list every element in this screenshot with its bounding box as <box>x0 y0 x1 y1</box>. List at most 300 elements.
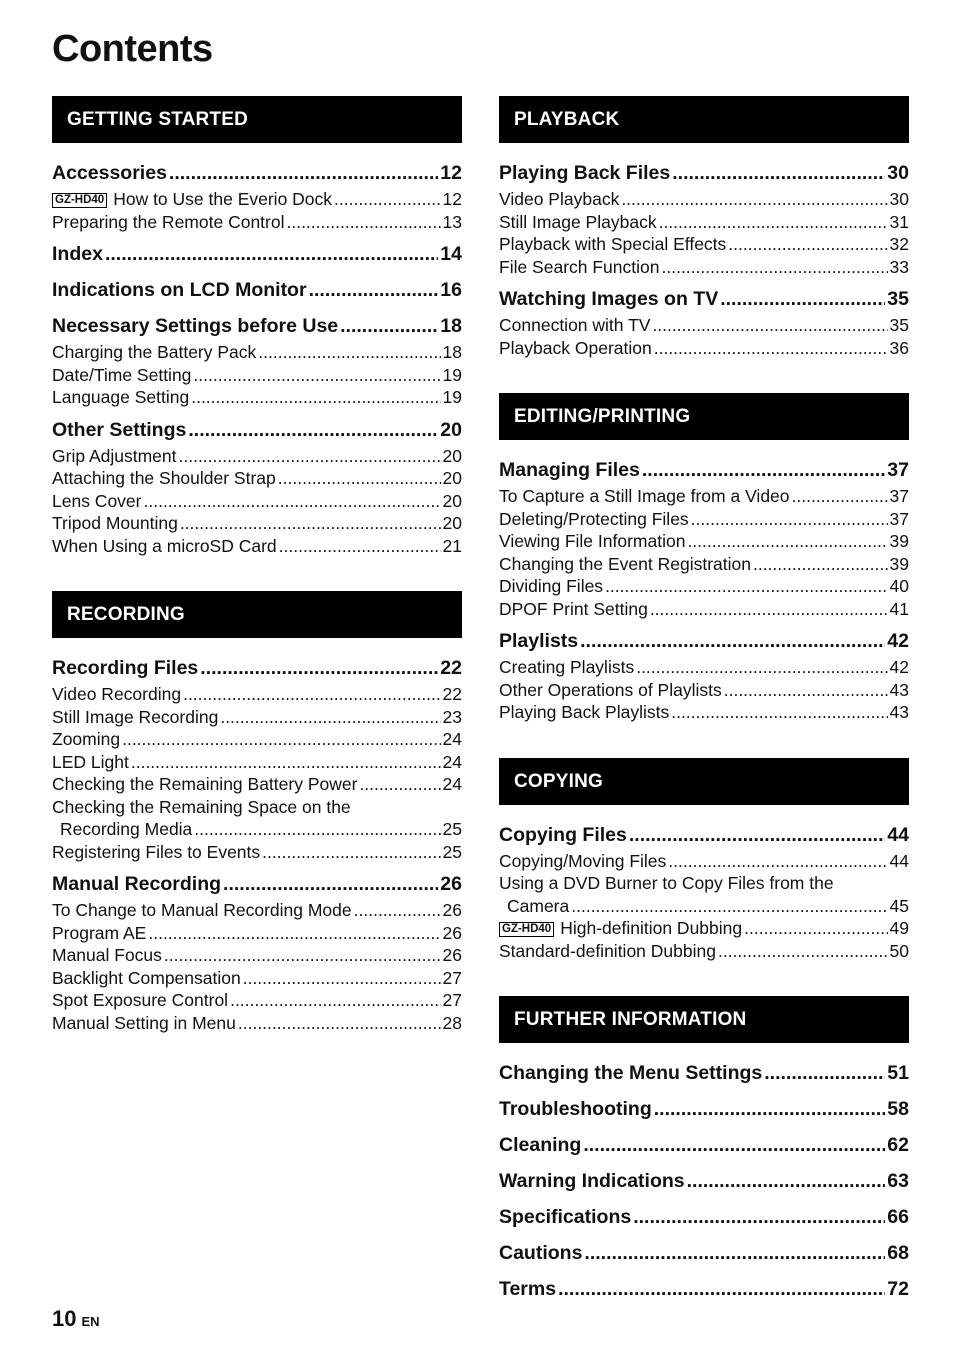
leader-dots <box>583 1130 885 1160</box>
toc-heading-entry[interactable] <box>499 820 909 850</box>
entry-text: Lens Cover <box>52 490 142 511</box>
toc-subentry[interactable] <box>499 233 909 256</box>
leader-dots <box>164 944 441 967</box>
entry-label <box>499 233 726 256</box>
toc-subentry[interactable] <box>499 598 909 621</box>
entry-page-number: 25 <box>442 841 462 862</box>
leader-dots <box>691 508 888 531</box>
entry-label <box>499 917 742 940</box>
toc-subentry[interactable] <box>52 989 462 1012</box>
section-header: GETTING STARTED <box>52 96 462 143</box>
entry-page-number: 45 <box>889 895 909 916</box>
entry-label-first-line[interactable]: Checking the Remaining Space on the <box>52 796 351 817</box>
entry-label <box>499 508 689 531</box>
entry-page-number: 26 <box>440 873 462 895</box>
entry-label <box>499 1058 762 1088</box>
toc-group <box>52 869 462 1034</box>
toc-subentry[interactable] <box>52 773 462 796</box>
entry-text: Manual Focus <box>52 945 162 965</box>
toc-subentry[interactable] <box>499 895 909 918</box>
toc-subentry[interactable] <box>499 530 909 553</box>
leader-dots <box>309 275 439 305</box>
entry-label <box>499 1166 685 1196</box>
entry-page-number: 28 <box>442 1012 462 1033</box>
entry-text: Playlists <box>499 630 579 652</box>
entry-page-number: 44 <box>887 823 909 846</box>
entry-label <box>499 256 660 279</box>
toc-subentry[interactable] <box>499 575 909 598</box>
toc-section <box>499 758 909 963</box>
entry-text: Specifications <box>499 1206 632 1228</box>
entry-page-number: 39 <box>889 553 909 574</box>
entry-page-number: 42 <box>887 630 909 652</box>
entry-label <box>52 653 198 683</box>
entry-page-number: 33 <box>889 256 909 277</box>
entry-text: Terms <box>499 1278 557 1300</box>
entry-text: To Change to Manual Recording Mode <box>52 900 352 920</box>
toc-group <box>52 415 462 558</box>
leader-dots <box>571 895 887 918</box>
leader-dots <box>144 490 441 513</box>
entry-page-number: 62 <box>887 1134 909 1156</box>
entry-text: Other Operations of Playlists <box>499 679 722 700</box>
entry-page-number: 40 <box>889 576 909 596</box>
toc-heading-entry[interactable] <box>52 869 462 899</box>
entry-page-number: 51 <box>887 1062 909 1084</box>
entry-label <box>52 869 221 899</box>
entry-label <box>52 467 276 490</box>
entry-page-number: 12 <box>442 189 462 209</box>
entry-label <box>52 386 189 409</box>
leader-dots <box>131 751 441 774</box>
entry-label <box>52 158 167 188</box>
entry-label <box>52 944 162 967</box>
toc-subentry[interactable] <box>52 364 462 387</box>
leader-dots <box>279 535 441 558</box>
leader-dots <box>654 1094 886 1124</box>
entry-label <box>499 679 722 702</box>
entry-text: Playing Back Files <box>499 162 671 184</box>
entry-text: Attaching the Shoulder Strap <box>52 468 276 488</box>
entry-label <box>52 922 146 945</box>
entry-label <box>499 1094 652 1124</box>
entry-label <box>52 841 260 864</box>
toc-subentry[interactable] <box>499 553 909 576</box>
entry-page-number: 35 <box>889 315 909 335</box>
leader-dots <box>659 211 888 234</box>
leader-dots <box>654 337 888 360</box>
entry-page-number: 41 <box>889 598 909 619</box>
entry-label <box>499 940 716 963</box>
entry-page-number: 24 <box>442 729 462 749</box>
entry-text: Viewing File Information <box>499 531 686 551</box>
section-entries <box>499 1043 909 1304</box>
entry-page-number: 26 <box>442 922 462 943</box>
section-header: RECORDING <box>52 591 462 638</box>
leader-dots <box>243 967 441 990</box>
entry-page-number: 43 <box>889 679 909 700</box>
entry-page-number: 16 <box>440 279 462 301</box>
entry-page-number: 20 <box>442 468 462 488</box>
leader-dots <box>220 706 440 729</box>
leader-dots <box>188 415 438 445</box>
toc-subentry[interactable] <box>52 706 462 729</box>
entry-text: Charging the Battery Pack <box>52 342 257 362</box>
toc-heading-entry[interactable] <box>52 275 462 305</box>
entry-text: Copying Files <box>499 823 627 846</box>
entry-page-number: 24 <box>442 751 462 772</box>
entry-page-number: 49 <box>889 918 909 938</box>
entry-text: Date/Time Setting <box>52 364 192 385</box>
toc-subentry[interactable] <box>499 314 909 337</box>
leader-dots <box>200 653 438 683</box>
entry-text: Changing the Event Registration <box>499 553 751 574</box>
entry-page-number: 25 <box>442 819 462 839</box>
entry-label <box>52 899 352 922</box>
leader-dots <box>753 553 888 576</box>
entry-page-number: 18 <box>440 315 462 337</box>
toc-heading-entry[interactable] <box>499 1130 909 1160</box>
entry-label <box>52 341 256 364</box>
toc-subentry[interactable] <box>52 818 462 841</box>
leader-dots <box>650 598 888 621</box>
entry-text: Creating Playlists <box>499 657 635 677</box>
toc-group <box>499 626 909 724</box>
toc-group <box>499 1130 909 1160</box>
entry-page-number: 30 <box>889 189 909 209</box>
entry-text: Spot Exposure Control <box>52 990 229 1010</box>
toc-subentry[interactable] <box>52 899 462 922</box>
toc-group <box>499 820 909 963</box>
leader-dots <box>169 158 438 188</box>
toc-group <box>499 1238 909 1268</box>
toc-subentry[interactable] <box>52 967 462 990</box>
leader-dots <box>558 1274 885 1304</box>
entry-page-number: 19 <box>442 387 462 407</box>
toc-group <box>499 1166 909 1196</box>
toc-heading-entry[interactable] <box>499 626 909 656</box>
model-tag-badge: GZ-HD40 <box>499 922 554 937</box>
entry-label <box>52 751 129 774</box>
entry-label <box>499 701 669 724</box>
entry-text: Manual Setting in Menu <box>52 1012 236 1033</box>
entry-page-number: 58 <box>887 1098 909 1120</box>
leader-dots <box>278 467 441 490</box>
entry-label <box>499 158 670 188</box>
toc-subentry[interactable] <box>52 1012 462 1035</box>
entry-text: To Capture a Still Image from a Video <box>499 486 790 506</box>
toc-heading-entry[interactable] <box>499 455 909 485</box>
entry-page-number: 21 <box>442 535 462 556</box>
entry-page-number: 32 <box>889 234 909 254</box>
toc-group <box>499 1202 909 1232</box>
entry-label <box>499 1202 631 1232</box>
toc-heading-entry[interactable] <box>52 415 462 445</box>
entry-label <box>52 239 103 269</box>
entry-page-number: 20 <box>440 418 462 441</box>
toc-group <box>52 653 462 863</box>
entry-label <box>499 337 652 360</box>
entry-page-number: 42 <box>889 657 909 677</box>
entry-text: File Search Function <box>499 256 660 277</box>
leader-dots <box>662 256 888 279</box>
section-entries <box>499 143 909 359</box>
entry-text: Accessories <box>52 162 167 184</box>
leader-dots <box>122 728 440 751</box>
toc-group <box>499 1094 909 1124</box>
toc-group <box>499 455 909 620</box>
leader-dots <box>724 679 888 702</box>
toc-subentry[interactable] <box>52 512 462 535</box>
entry-page-number: 20 <box>442 490 462 511</box>
section-entries <box>499 440 909 724</box>
entry-label <box>52 683 181 706</box>
entry-label <box>499 656 634 679</box>
leader-dots <box>720 284 885 314</box>
entry-page-number: 44 <box>889 850 909 871</box>
entry-text: Changing the Menu Settings <box>499 1062 763 1084</box>
toc-subentry[interactable] <box>52 386 462 409</box>
toc-subentry[interactable] <box>499 701 909 724</box>
toc-subentry[interactable] <box>52 341 462 364</box>
section-entries <box>499 805 909 963</box>
entry-page-number: 43 <box>889 702 909 722</box>
entry-page-number: 24 <box>442 774 462 794</box>
toc-subentry[interactable] <box>499 211 909 234</box>
entry-text: Backlight Compensation <box>52 967 241 988</box>
leader-dots <box>728 233 887 256</box>
toc-subentry[interactable] <box>499 850 909 873</box>
toc-heading-entry[interactable] <box>499 1058 909 1088</box>
section-entries <box>52 638 462 1034</box>
leader-dots <box>105 239 438 269</box>
entry-page-number: 37 <box>889 508 909 529</box>
entry-text: Index <box>52 243 103 265</box>
entry-label <box>499 530 685 553</box>
entry-page-number: 50 <box>889 940 909 961</box>
toc-heading-entry[interactable] <box>499 1274 909 1304</box>
entry-label-first-line[interactable]: Using a DVD Burner to Copy Files from the <box>499 873 834 893</box>
entry-label <box>499 850 666 873</box>
toc-group <box>52 275 462 305</box>
entry-page-number: 19 <box>442 364 462 385</box>
toc-subentry[interactable] <box>52 922 462 945</box>
entry-text: How to Use the Everio Dock <box>113 189 333 209</box>
entry-text: Checking the Remaining Battery Power <box>52 774 358 794</box>
entry-text: LED Light <box>52 751 129 772</box>
entry-label <box>52 706 218 729</box>
leader-dots <box>193 364 440 387</box>
leader-dots <box>238 1012 441 1035</box>
entry-page-number: 68 <box>887 1242 909 1264</box>
entry-text: Indications on LCD Monitor <box>52 279 307 301</box>
entry-text: Dividing Files <box>499 576 604 596</box>
entry-page-number: 72 <box>887 1278 909 1300</box>
entry-text: When Using a microSD Card <box>52 535 277 556</box>
entry-label <box>52 275 307 305</box>
entry-label <box>499 553 751 576</box>
entry-label <box>52 773 357 796</box>
entry-page-number: 14 <box>440 243 462 265</box>
entry-page-number: 27 <box>442 967 462 988</box>
toc-group <box>52 158 462 233</box>
entry-text: Cleaning <box>499 1134 582 1156</box>
leader-dots <box>354 899 441 922</box>
toc-subentry[interactable] <box>499 917 909 940</box>
entry-page-number: 39 <box>889 531 909 551</box>
toc-subentry[interactable] <box>52 944 462 967</box>
entry-page-number: 37 <box>889 486 909 506</box>
entry-text: Preparing the Remote Control <box>52 211 285 232</box>
entry-text: Recording Media <box>60 819 193 839</box>
leader-dots <box>148 922 440 945</box>
toc-subentry[interactable] <box>499 679 909 702</box>
leader-dots <box>262 841 440 864</box>
entry-text: Connection with TV <box>499 315 651 335</box>
entry-label <box>499 211 657 234</box>
entry-label <box>52 967 241 990</box>
toc-group <box>52 239 462 269</box>
entry-text: Playback with Special Effects <box>499 234 727 254</box>
model-tag-badge: GZ-HD40 <box>52 193 107 208</box>
entry-label <box>499 598 648 621</box>
entry-page-number: 22 <box>442 684 462 704</box>
toc-subentry[interactable] <box>52 445 462 468</box>
entry-page-number: 66 <box>887 1206 909 1228</box>
toc-subentry[interactable] <box>52 467 462 490</box>
entry-page-number: 26 <box>442 945 462 965</box>
toc-heading-entry[interactable] <box>499 1166 909 1196</box>
toc-subentry[interactable] <box>52 490 462 513</box>
toc-heading-entry[interactable] <box>499 158 909 188</box>
entry-text: Still Image Recording <box>52 706 219 727</box>
section-header: EDITING/PRINTING <box>499 393 909 440</box>
toc-heading-entry[interactable] <box>52 239 462 269</box>
entry-label <box>60 818 192 841</box>
leader-dots <box>605 575 887 598</box>
toc-heading-entry[interactable] <box>52 653 462 683</box>
entry-page-number: 30 <box>887 162 909 184</box>
entry-label <box>52 989 228 1012</box>
leader-dots <box>359 773 440 796</box>
entry-text: Watching Images on TV <box>499 288 719 310</box>
entry-label <box>499 626 578 656</box>
entry-page-number: 12 <box>440 162 462 184</box>
page-number: 10 <box>52 1306 77 1331</box>
entry-text: Playback Operation <box>499 337 652 358</box>
entry-text: Warning Indications <box>499 1170 685 1192</box>
entry-text: Manual Recording <box>52 873 222 895</box>
entry-page-number: 23 <box>442 706 462 727</box>
toc-heading-entry[interactable] <box>499 1238 909 1268</box>
toc-subentry[interactable] <box>499 656 909 679</box>
entry-text: DPOF Print Setting <box>499 598 648 619</box>
leader-dots <box>258 341 440 364</box>
entry-page-number: 36 <box>889 337 909 358</box>
toc-subentry[interactable] <box>499 508 909 531</box>
toc-heading-entry[interactable] <box>499 284 909 314</box>
leader-dots <box>340 311 438 341</box>
leader-dots <box>792 485 888 508</box>
entry-label <box>52 445 177 468</box>
leader-dots <box>286 211 440 234</box>
entry-label <box>52 1012 236 1035</box>
toc-subentry[interactable] <box>52 535 462 558</box>
entry-text: Camera <box>507 895 570 916</box>
leader-dots <box>668 850 887 873</box>
entry-text: Standard-definition Dubbing <box>499 940 716 961</box>
toc-group <box>499 1274 909 1304</box>
entry-label <box>499 314 650 337</box>
section-header: COPYING <box>499 758 909 805</box>
toc-subentry[interactable] <box>499 485 909 508</box>
toc-subentry[interactable] <box>52 683 462 706</box>
toc-subentry[interactable] <box>52 751 462 774</box>
left-column <box>52 96 462 1068</box>
entry-text: Language Setting <box>52 387 190 407</box>
toc-section <box>499 996 909 1304</box>
toc-heading-entry[interactable] <box>499 1094 909 1124</box>
toc-subentry[interactable] <box>52 211 462 234</box>
leader-dots <box>633 1202 885 1232</box>
entry-page-number: 18 <box>442 342 462 362</box>
entry-text: Still Image Playback <box>499 211 657 232</box>
entry-label <box>499 1274 556 1304</box>
entry-text: Managing Files <box>499 459 640 481</box>
entry-text: Video Recording <box>52 684 182 704</box>
toc-subentry[interactable] <box>52 728 462 751</box>
entry-label <box>52 311 338 341</box>
entry-text: Tripod Mounting <box>52 513 178 533</box>
toc-group <box>499 284 909 359</box>
leader-dots <box>179 445 441 468</box>
entry-text: Zooming <box>52 729 121 749</box>
leader-dots <box>744 917 887 940</box>
entry-page-number: 22 <box>440 657 462 679</box>
entry-label <box>52 535 277 558</box>
entry-page-number: 20 <box>442 445 462 466</box>
entry-label <box>499 485 790 508</box>
toc-section <box>499 393 909 724</box>
toc-subentry[interactable] <box>499 337 909 360</box>
toc-subentry[interactable] <box>52 841 462 864</box>
toc-heading-entry[interactable] <box>52 311 462 341</box>
toc-group <box>499 1058 909 1088</box>
leader-dots <box>687 1166 886 1196</box>
entry-page-number: 63 <box>887 1170 909 1192</box>
leader-dots <box>584 1238 885 1268</box>
toc-subentry[interactable] <box>499 256 909 279</box>
entry-page-number: 35 <box>887 288 909 310</box>
toc-section <box>52 591 462 1034</box>
toc-subentry[interactable] <box>499 940 909 963</box>
page-title: Contents <box>52 28 213 70</box>
toc-heading-entry[interactable] <box>499 1202 909 1232</box>
entry-label <box>52 728 120 751</box>
entry-text: Deleting/Protecting Files <box>499 508 689 529</box>
entry-page-number: 13 <box>442 211 462 232</box>
toc-heading-entry[interactable] <box>52 158 462 188</box>
entry-text: Video Playback <box>499 189 620 209</box>
leader-dots <box>580 626 885 656</box>
toc-subentry[interactable] <box>52 188 462 211</box>
right-column <box>499 96 909 1338</box>
entry-text: Playing Back Playlists <box>499 702 670 722</box>
entry-label <box>499 455 640 485</box>
toc-subentry[interactable] <box>499 188 909 211</box>
section-entries <box>52 143 462 557</box>
entry-page-number: 37 <box>887 459 909 481</box>
